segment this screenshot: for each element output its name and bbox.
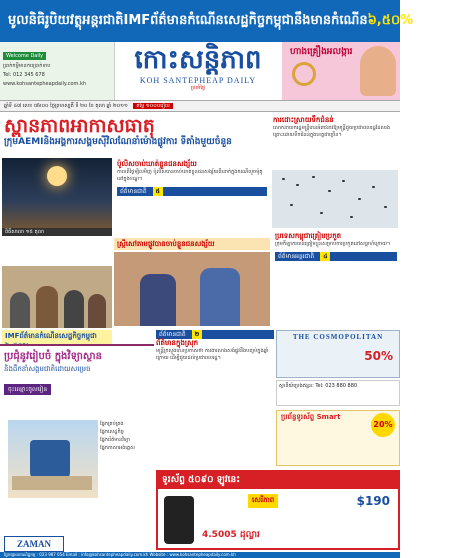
main-headline[interactable]: ស្ពានភាពអាកាសធាតុ	[4, 115, 155, 137]
phone-ad-title: ទូរស័ព្ទ ៥០៩០ ឡូវនេះ	[158, 472, 398, 489]
right-story[interactable]	[270, 114, 400, 168]
bird-mark	[342, 180, 345, 182]
crowd-photo[interactable]	[2, 266, 112, 328]
smart-ad-title: ប្រព័ន្ធទូរស័ព្ទ Smart	[281, 413, 341, 421]
section-head	[156, 330, 274, 339]
middle-story-body: មន្ត្រីក្រសួងបានប្រកាសថា ការងារសាងសង់ផ្លូវនឹងបញ្ចប់ក្នុងឆ្នាំក្រោយ ដើម្បីជួយដល់ប្រជាពលរដ្ឋ។	[156, 348, 269, 361]
bird-mark	[320, 212, 323, 214]
program-item: ផ្នែកគ្រប់គ្រង	[100, 421, 124, 427]
phone-ad-price: $190	[356, 494, 390, 508]
bird-mark	[358, 198, 361, 200]
bird-mark	[296, 184, 299, 186]
mug-photo	[8, 420, 98, 498]
promo-tag: Welcome Daily	[3, 52, 46, 60]
promo-left-ad[interactable]	[0, 42, 115, 100]
person-figure	[64, 290, 84, 328]
main-subhead: ក្រុមAEMIនិងអង្គការសង្គមស៊ីវិលណែនាំម៉ោងផ្លូវការ ទីតាំងមួយចំនួន	[4, 137, 232, 147]
story-body: កាលពីថ្ងៃម្សិលមិញ ប៉ូលិសបានចាប់ឃាត់ខ្លួនជនសង្ស័យពីរនាក់ក្នុងករណីលួចម៉ូតូនៅក្នុងខណ្ឌ។	[117, 169, 263, 182]
person-figure	[10, 292, 30, 328]
logo-khmer: កោះសន្តិភាព	[134, 45, 262, 75]
promo-line: ប្រាក់កម្ចីមានការប្រាក់ទាប	[3, 63, 51, 69]
section-number: ៥	[153, 187, 163, 196]
section-head	[275, 252, 397, 261]
middle-story-title: ព័ត៌មានក្នុងស្រុក	[156, 339, 199, 347]
jewelry-ad-text: ហាងគ្រឿងអលង្ការ	[290, 47, 353, 57]
bird-mark	[384, 206, 387, 208]
banner-text: មូលនិធិរូបិយវត្ថុអន្តរជាតិIMFព័ត៌មានកំណើនសេដ្ឋកិច្ចកម្ពុជានឹងមានកំណើន	[8, 13, 368, 28]
program-item: ផ្នែកសេដ្ឋកិច្ច	[100, 429, 124, 435]
section-number: ៤	[320, 252, 330, 261]
zaman-ad-title: ប្រជុំនូវរៀបចំ ក្នុងវិទ្យាស្ថាន	[4, 351, 102, 362]
story-title: ប៉ូលិសចាប់ឃាត់ខ្លួនជនសង្ស័យ	[117, 160, 197, 168]
right-lower-title: ប្រទេសកម្ពុជាត្រៀមប្រកួត	[275, 232, 342, 240]
right-story-title: ការដោះស្រាយទឹកជំនន់	[273, 116, 334, 124]
book-icon	[12, 476, 92, 490]
right-lower-body: ក្រុមកីឡាករបានត្រៀមខ្លួនសម្រាប់ការប្រកួតនៅសប្តាហ៍ក្រោយ។	[275, 241, 391, 247]
photo-caption: ពិធីសាលា ១៥ តុលា	[2, 228, 112, 236]
light-glow	[47, 166, 67, 186]
phone-product-ad[interactable]	[156, 470, 400, 550]
issue-info-bar	[0, 100, 400, 112]
night-event-photo[interactable]	[2, 158, 112, 236]
smart-discount-badge: 20%	[371, 413, 395, 437]
program-item: ផ្នែកព័ត៌មានវិទ្យា	[100, 437, 130, 443]
right-story-body: លោកនាយករដ្ឋមន្ត្រីបានអំពាវនាវឱ្យមន្ត្រីជួយប្រជាពលរដ្ឋដែលរងគ្រោះដោយទឹកជំនន់ក្នុងខេត្តជាច្រើន។	[273, 125, 391, 138]
person-figure	[36, 286, 58, 328]
model-photo	[360, 46, 396, 96]
cosmopolitan-ad[interactable]	[276, 330, 400, 378]
promo-line: www.kohsantepheapdaily.com.kh	[3, 81, 87, 87]
people-photo[interactable]	[114, 252, 270, 326]
phone-icon	[164, 496, 194, 544]
phone-ad-badge: សេរីភាព	[248, 494, 278, 508]
person-figure	[88, 294, 106, 328]
ring-icon	[292, 62, 316, 86]
bird-mark	[290, 204, 293, 206]
person-figure	[200, 268, 240, 326]
top-banner-headline	[0, 0, 453, 42]
zaman-logo: ZAMAN	[4, 536, 64, 552]
zaman-enroll-button[interactable]: ចុះឈ្មោះចូលរៀន	[4, 384, 51, 395]
logo-english: KOH SANTEPHEAP DAILY	[139, 76, 257, 85]
imf-highlight-box[interactable]: IMFព័ត៌មានកំណើនសេដ្ឋកិច្ចកម្ពុជា	[2, 330, 112, 350]
banner-text-after: ទៅ៧%	[413, 13, 453, 28]
section-label: ព័ត៌មានជាតិ	[159, 331, 186, 338]
jewelry-ad[interactable]	[282, 42, 400, 100]
smart-phone-ad[interactable]	[276, 410, 400, 466]
masthead-logo	[118, 44, 278, 100]
issue-date: ឆ្នាំទី ៤៧ លេខ ៧៦០០ ថ្ងៃព្រហស្បតិ៍ ទី ២០ ខែ តុលា ឆ្នាំ ២០១១	[4, 103, 128, 109]
promo-line: Tel: 012 345 678	[3, 72, 45, 78]
bird-mark	[372, 186, 375, 188]
logo-tag: ប្រចាំថ្ងៃ	[190, 85, 206, 91]
cosmo-brand: THE COSMOPOLITAN	[292, 333, 384, 341]
bird-mark	[350, 216, 353, 218]
people-story-title[interactable]: ស្ត្រីសៅតាមផ្លូវបានចាប់ខ្លួនជនសង្ស័យ	[114, 238, 270, 250]
section-label: ព័ត៌មានអន្តរជាតិ	[278, 253, 315, 260]
person-figure	[140, 274, 176, 326]
bird-mark	[282, 178, 285, 180]
birds-photo[interactable]	[272, 170, 398, 228]
program-item: ផ្នែកភាសាអង់គ្លេស	[100, 445, 135, 451]
story-column[interactable]	[114, 158, 270, 236]
bird-mark	[328, 190, 331, 192]
bird-mark	[312, 176, 315, 178]
phone-ad-price-secondary: 4.5005 ដុល្លារ	[202, 530, 260, 540]
right-lower-story[interactable]	[272, 230, 400, 328]
section-label: ព័ត៌មានជាតិ	[120, 188, 147, 195]
cosmo-discount: 50%	[364, 349, 393, 363]
banner-highlight: ៦,៥០%	[367, 13, 414, 28]
zaman-ad-subtitle: និងដឹកនាំសង្គមជាតិដោយសម្រេច	[4, 365, 91, 373]
footer-contact-bar: ផ្នែកផ្សាយពាណិជ្ជកម្ម : 023 987 654 Email : info@kohsantepheapdaily.com.kh Website : www.kohsantepheapdaily.com.kh	[0, 552, 400, 558]
fuel-station-ad[interactable]: ស្ថានីយ៍ប្រេងឥន្ធនៈ Tel: 023 880 880	[276, 380, 400, 406]
section-head	[117, 187, 267, 196]
price-badge: តម្លៃ ១០០០រៀល	[133, 103, 172, 109]
zaman-program-list	[100, 420, 154, 530]
section-number: ២	[192, 330, 203, 339]
